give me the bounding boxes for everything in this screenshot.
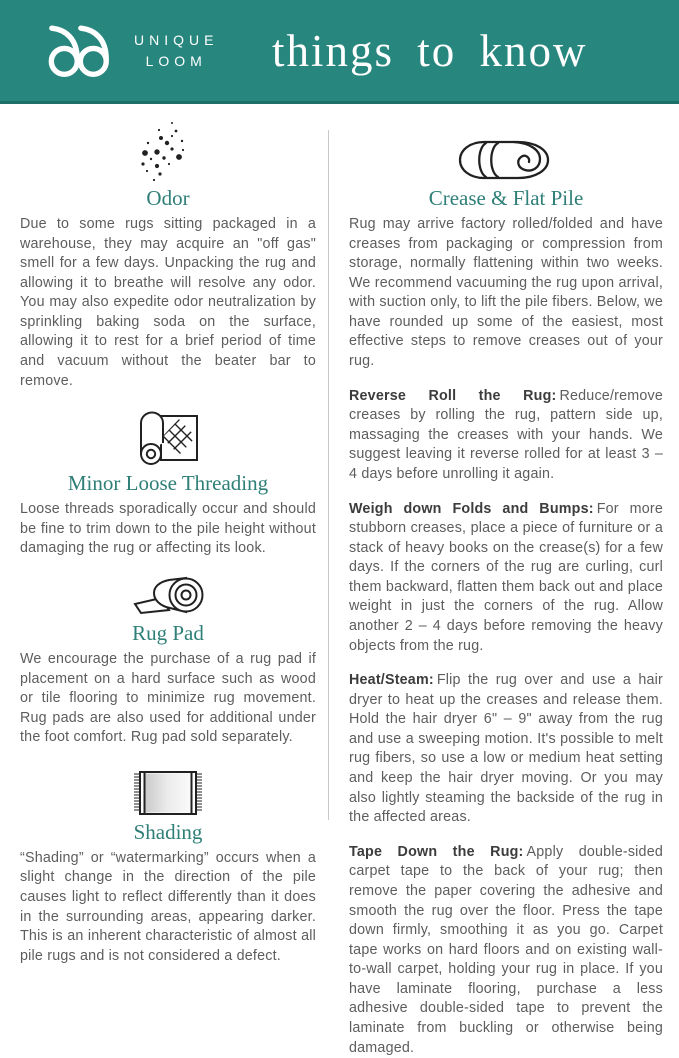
creased-roll-spiral-icon	[349, 130, 663, 182]
tip-label-weigh-down: Weigh down Folds and Bumps:	[349, 500, 594, 517]
rug-pad-roll-icon	[20, 575, 316, 617]
section-title-threading: Minor Loose Threading	[67, 471, 269, 496]
shaded-rug-fringe-icon	[20, 768, 316, 816]
odor-dots-icon	[20, 118, 316, 182]
section-shading	[20, 768, 316, 966]
section-body-rugpad: We encourage the purchase of a rug pad if placement on a hard surface such as wood or tile flooring to minimize rug movement. Rug pads are also used for additional under the foot comfort. Rug pad sold separately.	[20, 650, 316, 746]
tip-text-reverse-roll: Reduce/remove creases by rolling the rug, pattern side up, massaging the creases with your hands. We suggest leaving it reverse rolled for at least 3 – 4 days before unrolling it again.	[349, 387, 663, 482]
left-column	[0, 114, 328, 964]
section-minor-loose-threading	[20, 407, 316, 559]
brand-line1: UNIQUE	[134, 31, 219, 48]
tip-tape-down	[349, 843, 663, 1058]
section-body-threading: Loose threads sporadically occur and should be fine to trim down to the pile height without damaging the rug or affecting its look.	[20, 501, 316, 557]
tip-label-reverse-roll: Reverse Roll the Rug:	[349, 387, 557, 404]
tip-label-tape-down: Tape Down the Rug:	[349, 843, 524, 860]
brand-line2: LOOM	[145, 52, 207, 69]
section-title-rugpad: Rug Pad	[132, 620, 204, 645]
tip-text-weigh-down: For more stubborn creases, place a piece of furniture or a stack of heavy books on the crease(s) for a few days. If the corners of the rug are curling, curl them backward, flatten them back out and place weight in just the corners of the rug. Allow another 2 – 4 days before removing the heavy objects from the rug.	[349, 500, 663, 654]
section-odor	[20, 118, 316, 391]
section-rug-pad	[20, 575, 316, 748]
tip-text-heat-steam: Flip the rug over and use a hair dryer to heat up the creases and release them. Hold the hair dryer 6" – 9" away from the rug and use a sweeping motion. It's possible to melt rug fibers, so use a low or medium heat setting and keep the hair dryer moving. Or you may also lightly steaming the backside of the rug in the affected areas.	[349, 672, 663, 826]
brand-name	[134, 30, 218, 72]
unique-loom-double-d-logo-icon	[46, 22, 124, 80]
tip-weigh-down	[349, 500, 663, 657]
section-title-shading: Shading	[133, 819, 203, 844]
section-body-odor: Due to some rugs sitting packaged in a warehouse, they may acquire an "off gas" smell for a few days. Unpacking the rug and allowing it to breathe will resolve any odor. You may also expedite odor neutralization by sprinkling baking soda on the surface, allowing it to rest for a brief period of time and vacuum without the beater bar to remove.	[20, 216, 316, 389]
tip-text-tape-down: Apply double-sided carpet tape to the back of your rug; then remove the paper covering the adhesive and smooth the rug over the floor. Press the tape down firmly, smoothing it as you go. Carpet tape works on hard floors and on existing wall-to-wall carpet, holding your rug in place. If you have laminate flooring, purchase a less adhesive double-sided tape to prevent the laminate from buckling or otherwise being damaged.	[349, 843, 664, 1056]
content-area	[0, 104, 679, 1056]
rolled-rug-crosshatch-icon	[20, 407, 316, 467]
header-banner	[0, 0, 679, 104]
section-body-crease: Rug may arrive factory rolled/folded and have creases from packaging or compression from storage, normally flattening within two weeks. We recommend vacuuming the rug upon arrival, with suction only, to lift the pile fibers. Below, we have rounded up some of the easiest, most effective steps to remove creases out of your rug.	[349, 216, 663, 370]
tip-heat-steam	[349, 671, 663, 828]
right-column	[329, 114, 679, 1056]
tip-label-heat-steam: Heat/Steam:	[349, 672, 434, 689]
tip-reverse-roll	[349, 387, 663, 485]
section-body-shading: “Shading” or “watermarking” occurs when a slight change in the direction of the pile causes light to reflect differently than it does in the surrounding areas, appearing darker. This is an inherent characteristic of almost all pile rugs and is not considered a defect.	[20, 849, 316, 964]
page-title: things to know	[271, 25, 588, 76]
section-title-odor: Odor	[146, 186, 190, 210]
section-crease-flat-pile	[349, 130, 663, 372]
section-title-crease: Crease & Flat Pile	[428, 186, 584, 210]
